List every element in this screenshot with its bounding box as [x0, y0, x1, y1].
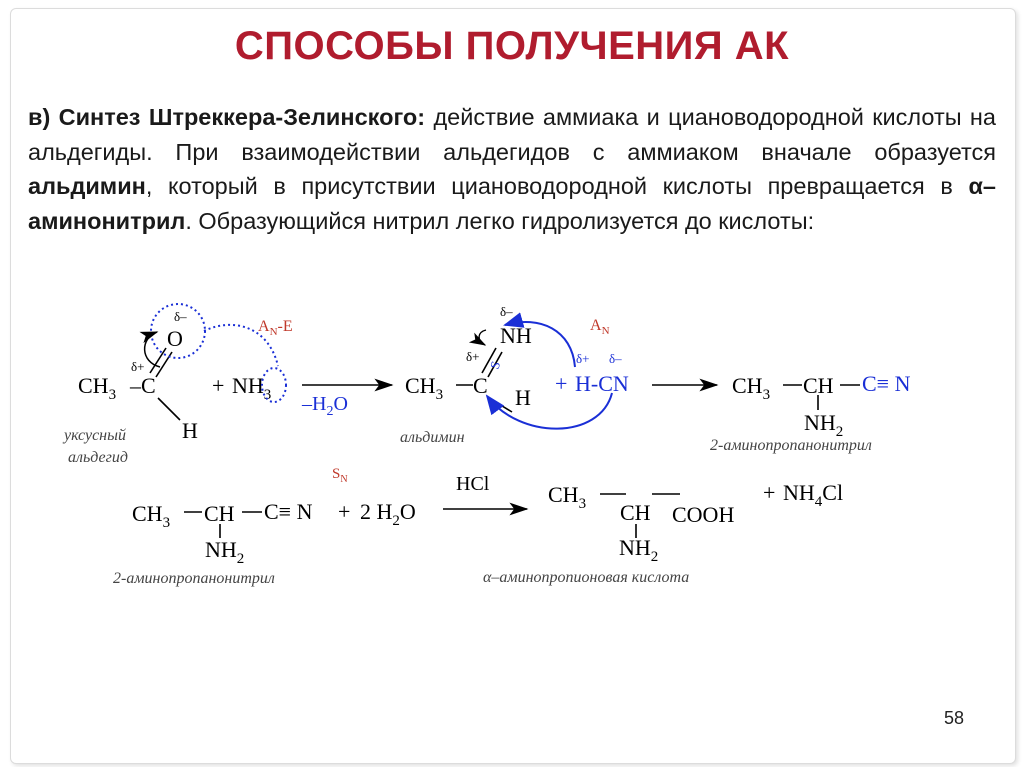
single-bond: –	[130, 373, 141, 398]
minus-water: $-H_2O$	[302, 393, 348, 419]
hcn-delta-minus: δ–	[609, 351, 622, 366]
ch3-group: $CH_3$	[132, 501, 171, 531]
acetaldehyde	[62, 304, 205, 466]
amino-group: $NH_2$	[619, 535, 659, 565]
ch3-group: $CH_3$	[732, 373, 771, 403]
hydrogen-atom: H	[515, 385, 531, 410]
ch-group: CH	[620, 500, 651, 525]
ammonium-chloride: $NH_4Cl$	[783, 480, 844, 510]
delta-plus-label: δ+	[466, 349, 480, 364]
page-number: 58	[943, 708, 964, 728]
ch3-group: $CH_3$	[405, 373, 444, 403]
aminonitrile-label-2: 2-аминопропанонитрил	[113, 570, 275, 587]
plus-sign-2: +	[555, 371, 568, 396]
ammonia: $NH_3$	[232, 373, 272, 403]
alanine-product	[483, 482, 734, 586]
carboxyl-group: COOH	[672, 502, 735, 527]
ch-bond	[158, 398, 180, 420]
nitrile-group: C≡ N	[862, 371, 911, 396]
alanine-label: α–аминопропионовая кислота	[483, 569, 690, 586]
aminonitrile-label: 2-аминопропанонитрил	[710, 437, 872, 454]
ch3-group: $CH_3$	[548, 482, 587, 512]
imine-carbon: C	[473, 373, 488, 398]
electron-shift-arrow	[479, 330, 486, 345]
plus-sign-1: +	[212, 373, 225, 398]
slide-title: СПОСОБЫ ПОЛУЧЕНИЯ АК	[234, 24, 790, 68]
hydrogen-cyanide: H-CN	[575, 371, 629, 396]
an-e-mechanism: $A_N-E$	[258, 318, 293, 338]
aldimine-term: альдимин	[28, 173, 146, 199]
paragraph-text-2: , который в присутствии циановодородной кислоты превращается в	[145, 173, 969, 199]
carbonyl-carbon: C	[141, 373, 156, 398]
acetaldehyde-label-1: уксусный	[64, 427, 126, 444]
acetaldehyde-label-2: альдегид	[68, 449, 128, 466]
hydrogen-atom: H	[182, 418, 198, 443]
ch-group: CH	[204, 501, 235, 526]
paragraph-text-3: . Образующийся нитрил легко гидролизуется до кислоты:	[185, 207, 815, 234]
paragraph-text-1: действие аммиака и циановодородной кислоты на альдегиды. При взаимодействии альдегидов с аммиаком вначале образуется	[28, 104, 996, 165]
delta-minus-label: δ–	[500, 304, 513, 319]
oxygen-atom: O	[167, 326, 183, 351]
hcn-delta-plus: δ+	[576, 351, 590, 366]
nh-group: NH	[500, 323, 532, 348]
ch3-group: $CH_3$	[78, 373, 117, 403]
plus-sign-4: +	[763, 480, 776, 505]
aldimine	[400, 304, 532, 446]
amino-group: $NH_2$	[804, 410, 844, 440]
aminonitrile-reactant	[113, 499, 313, 587]
delta-plus-label: δ+	[131, 359, 145, 374]
double-bond-1	[150, 348, 166, 373]
amino-group: $NH_2$	[205, 537, 245, 567]
aldimine-label: альдимин	[400, 429, 465, 446]
an-mechanism: $A_N$	[590, 317, 610, 337]
hcl-reagent: HCl	[456, 473, 490, 495]
delta-minus-label: δ–	[174, 309, 187, 324]
aminonitrile-product	[710, 371, 911, 454]
cyanide-attack-arrow	[487, 393, 612, 429]
ch-group: CH	[803, 373, 834, 398]
synthesis-label: в) Синтез Штреккера-Зелинского:	[28, 104, 426, 130]
s-label: S	[486, 359, 504, 372]
aminonitrile-term: α–аминонитрил	[28, 173, 996, 234]
nitrile-group: C≡ N	[264, 499, 313, 524]
plus-sign-3: +	[338, 499, 351, 524]
sn-mechanism: $S_N$	[332, 466, 348, 485]
water: 2 $H_2O$	[360, 499, 416, 529]
